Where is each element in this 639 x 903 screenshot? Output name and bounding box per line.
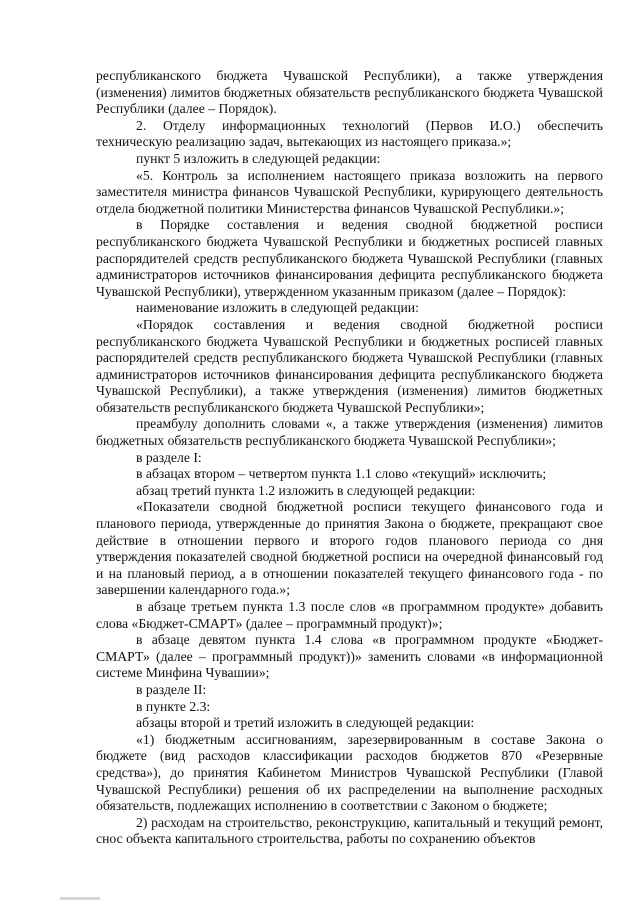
paragraph: преамбулу дополнить словами «, а также утверждения (изменения) лимитов бюджетных обязательств республиканского бюджета Чувашской Республики»;: [96, 416, 603, 449]
paragraph: «Порядок составления и ведения сводной бюджетной росписи республиканского бюджета Чувашской Республики и бюджетных росписей главных распорядителей средств республиканского бюджета Чувашской Республики (главных администраторов источников финансирования дефицита республиканского бюджета Чувашской Республики), а также утверждения (изменения) лимитов бюджетных обязательств республиканского бюджета Чувашской Республики»;: [96, 316, 603, 415]
paragraph: «1) бюджетным ассигнованиям, зарезервированным в составе Закона о бюджете (вид расходов классификации расходов бюджетов 870 «Резервные средства»), до принятия Кабинетом Министров Чувашской Республики (Главой Чувашской Республики) решения об их распределении на выполнение расходных обязательств, подлежащих исполнению в соответствии с Законом о бюджете;: [96, 731, 603, 814]
paragraph: в разделе II:: [136, 681, 207, 697]
paragraph: абзац третий пункта 1.2 изложить в следующей редакции:: [136, 482, 476, 498]
paragraph: «5. Контроль за исполнением настоящего приказа возложить на первого заместителя министра финансов Чувашской Республики, курирующего деятельность отдела бюджетной политики Министерства финансов Чувашской Республики.»;: [96, 167, 603, 216]
paragraph: в абзаце третьем пункта 1.3 после слов «в программном продукте» добавить слова «Бюджет-СМАРТ» (далее – программный продукт)»;: [96, 599, 603, 631]
paragraph: республиканского бюджета Чувашской Республики), а также утверждения (изменения) лимитов бюджетных обязательств республиканского бюджета Чувашской Республики (далее – Порядок).: [96, 68, 603, 117]
paragraph: в абзаце девятом пункта 1.4 слова «в программном продукте «Бюджет-СМАРТ» (далее – программный продукт))» заменить словами «в информационной системе Минфина Чувашии»;: [96, 632, 603, 681]
paragraph: «Показатели сводной бюджетной росписи текущего финансового года и планового периода, утвержденные до принятия Закона о бюджете, прекращают свое действие в отношении первого и второго годов планового периода со дня утверждения показателей сводной бюджетной росписи на очередной финансовый год и на плановый период, а в отношении показателей текущего финансового года - по завершении календарного года.»;: [96, 499, 603, 598]
paragraph: в пункте 2.3:: [136, 698, 211, 714]
paragraph: пункт 5 изложить в следующей редакции:: [136, 150, 381, 166]
paragraph: в разделе I:: [136, 449, 202, 465]
paragraph: 2) расходам на строительство, реконструкцию, капитальный и текущий ремонт, снос объекта капитального строительства, работы по сохранению объектов: [96, 814, 603, 847]
paragraph: в Порядке составления и ведения сводной бюджетной росписи республиканского бюджета Чувашской Республики и бюджетных росписей главных распорядителей средств республиканского бюджета Чувашской Республики (главных администраторов источников финансирования дефицита республиканского бюджета Чувашской Республики), утвержденном указанным приказом (далее – Порядок):: [96, 217, 603, 299]
paragraph: 2. Отделу информационных технологий (Первов И.О.) обеспечить техническую реализацию задач, вытекающих из настоящего приказа.»;: [96, 117, 603, 150]
paragraph: абзацы второй и третий изложить в следующей редакции:: [136, 715, 475, 731]
scan-edge-mark: [60, 897, 100, 900]
paragraph: наименование изложить в следующей редакции:: [136, 300, 419, 316]
paragraph: в абзацах втором – четвертом пункта 1.1 слово «текущий» исключить;: [136, 466, 547, 482]
document-body: [96, 68, 603, 848]
